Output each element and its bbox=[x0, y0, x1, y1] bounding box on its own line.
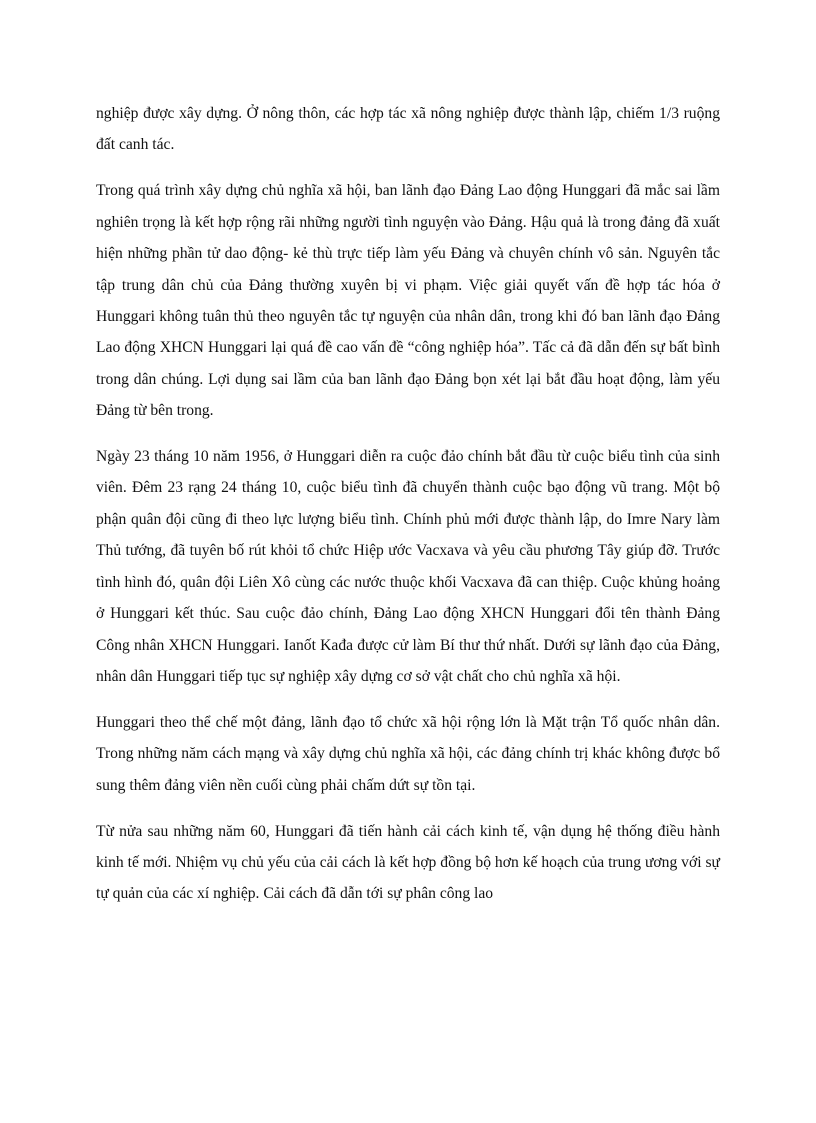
paragraph-5: Từ nửa sau những năm 60, Hunggari đã tiến hành cải cách kinh tế, vận dụng hệ thống điều hành kinh tế mới. Nhiệm vụ chủ yếu của cải cách là kết hợp đồng bộ hơn kế hoạch của trung ương với sự tự quản của các xí nghiệp. Cải cách đã dẫn tới sự phân công lao bbox=[96, 822, 720, 903]
document-page bbox=[96, 98, 720, 924]
paragraph-4: Hunggari theo thể chế một đảng, lãnh đạo tổ chức xã hội rộng lớn là Mặt trận Tổ quốc nhân dân. Trong những năm cách mạng và xây dựng chủ nghĩa xã hội, các đảng chính trị khác không được bổ sung thêm đảng viên nền cuối cùng phải chấm dứt sự tồn tại. bbox=[96, 713, 720, 794]
paragraph-1: nghiệp được xây dựng. Ở nông thôn, các hợp tác xã nông nghiệp được thành lập, chiếm 1/3 ruộng đất canh tác. bbox=[96, 105, 720, 154]
paragraph-3: Ngày 23 tháng 10 năm 1956, ở Hunggari diễn ra cuộc đảo chính bắt đầu từ cuộc biểu tình của sinh viên. Đêm 23 rạng 24 tháng 10, cuộc biểu tình đã chuyển thành cuộc bạo động vũ trang. Một bộ phận quân đội cũng đi theo lực lượng biểu tình. Chính phủ mới được thành lập, do Imre Nary làm Thủ tướng, đã tuyên bố rút khỏi tổ chức Hiệp ước Vacxava và yêu cầu phương Tây giúp đỡ. Trước tình hình đó, quân đội Liên Xô cùng các nước thuộc khối Vacxava đã can thiệp. Cuộc khủng hoảng ở Hunggari kết thúc. Sau cuộc đảo chính, Đảng Lao động XHCN Hunggari đổi tên thành Đảng Công nhân XHCN Hunggari. Ianốt Kađa được cử làm Bí thư thứ nhất. Dưới sự lãnh đạo của Đảng, nhân dân Hunggari tiếp tục sự nghiệp xây dựng cơ sở vật chất cho chủ nghĩa xã hội. bbox=[96, 448, 720, 685]
paragraph-2: Trong quá trình xây dựng chủ nghĩa xã hội, ban lãnh đạo Đảng Lao động Hunggari đã mắc sai lầm nghiên trọng là kết hợp rộng rãi những người tình nguyện vào Đảng. Hậu quả là trong đảng đã xuất hiện những phần tử dao động- kẻ thù trực tiếp làm yếu Đảng và chuyên chính vô sản. Nguyên tắc tập trung dân chủ của Đảng thường xuyên bị vi phạm. Việc giải quyết vấn đề hợp tác hóa ở Hunggari không tuân thủ theo nguyên tắc tự nguyện của nhân dân, trong khi đó ban lãnh đạo Đảng Lao động XHCN Hunggari lại quá đề cao vấn đề “công nghiệp hóa”. Tấc cả đã dẫn đến sự bất bình trong dân chúng. Lợi dụng sai lầm của ban lãnh đạo Đảng bọn xét lại bắt đầu hoạt động, làm yếu Đảng từ bên trong. bbox=[96, 182, 720, 420]
